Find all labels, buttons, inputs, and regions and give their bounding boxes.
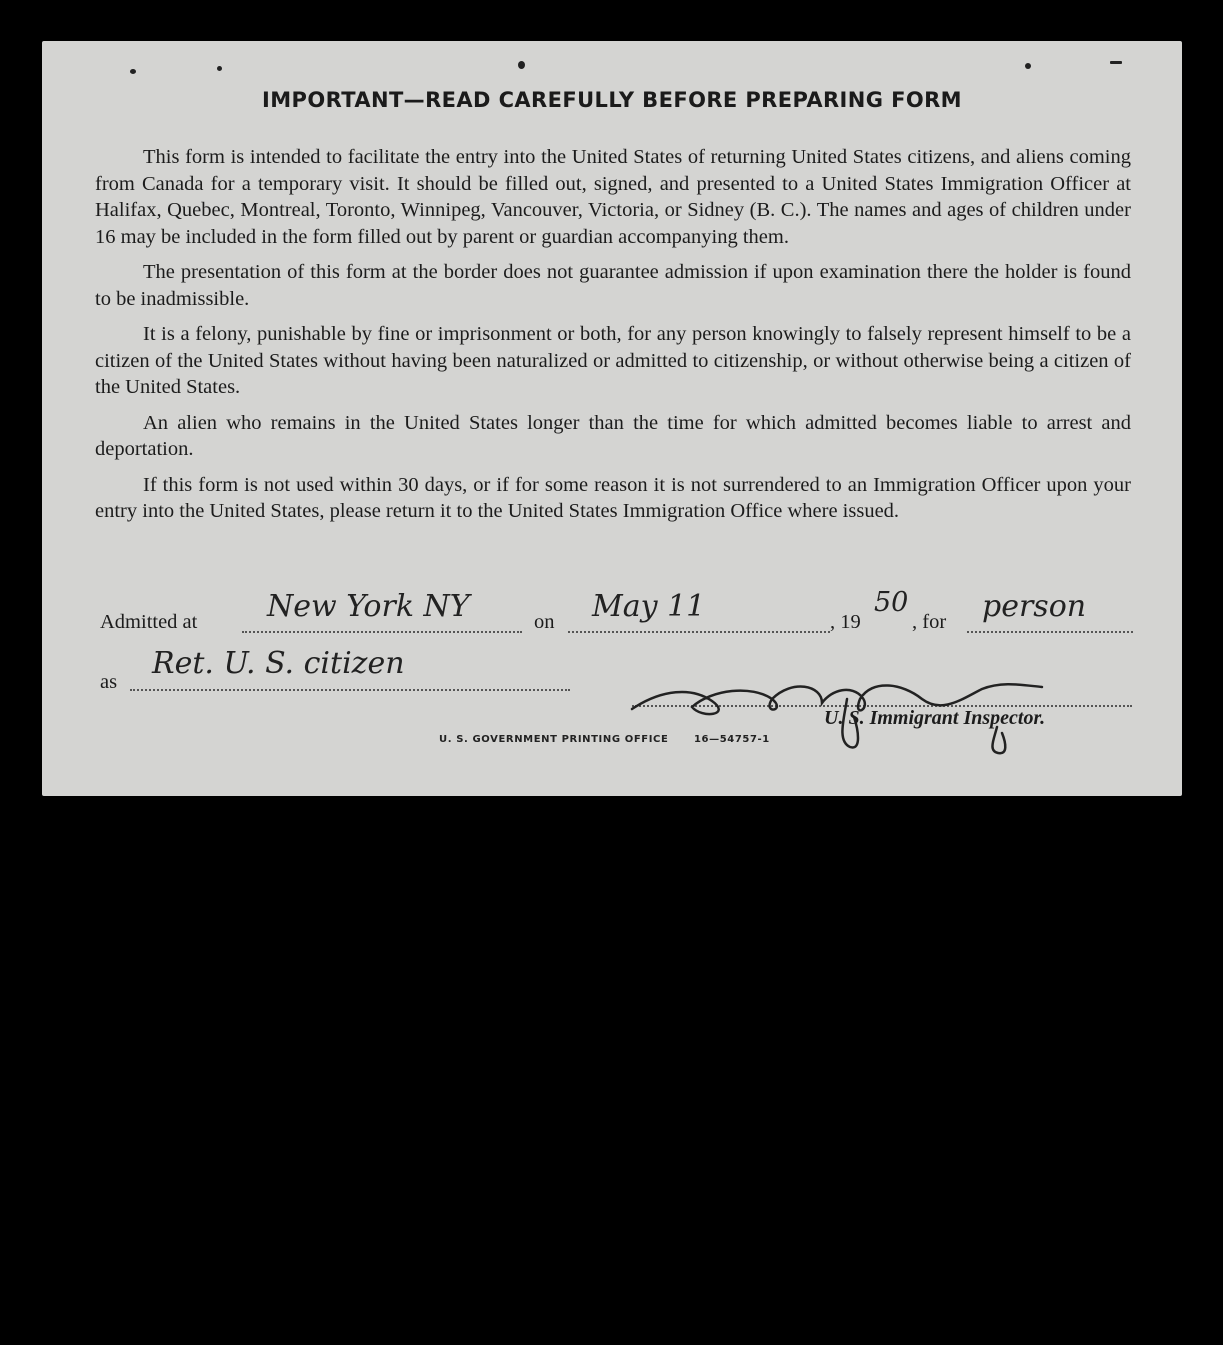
form-number: 16—54757-1 <box>694 734 770 745</box>
ink-speck <box>217 66 222 71</box>
year-value: 50 <box>874 587 909 618</box>
for-value: person <box>982 589 1087 624</box>
as-line <box>130 689 570 691</box>
ink-speck <box>518 61 525 69</box>
printer-imprint: U. S. GOVERNMENT PRINTING OFFICE <box>439 734 669 745</box>
date-line <box>568 631 830 633</box>
ink-speck <box>1110 61 1122 64</box>
date-on-label: on <box>534 611 555 633</box>
for-label: , for <box>912 611 947 633</box>
paragraph-no-guarantee: The presentation of this form at the border does not guarantee admission if upon examination there the holder is found to be inadmissible. <box>95 261 1131 310</box>
admitted-at-line <box>242 631 522 633</box>
as-value: Ret. U. S. citizen <box>152 646 405 681</box>
paragraph-felony-warning: It is a felony, punishable by fine or imprisonment or both, for any person knowingly to falsely represent himself to be a citizen of the United States without having been naturalized or admitted to citizenship, or without otherwise being a citizen of the United States. <box>95 323 1131 398</box>
admitted-at-value: New York NY <box>267 589 470 624</box>
ink-speck <box>1025 63 1031 69</box>
admitted-at-label: Admitted at <box>100 611 198 633</box>
as-label: as <box>100 671 118 693</box>
for-line <box>967 631 1133 633</box>
paragraph-purpose: This form is intended to facilitate the entry into the United States of returning United States citizens, and aliens coming from Canada for a temporary visit. It should be filled out, signed, and presented to a United States Immigration Officer at Halifax, Quebec, Montreal, Toronto, Winnipeg, Vancouver, Victoria, or Sidney (B. C.). The names and ages of children under 16 may be included in the form filled out by parent or guardian accompanying them. <box>95 146 1131 248</box>
form-card <box>42 41 1182 796</box>
instructions-text <box>95 144 1131 534</box>
inspector-title: U. S. Immigrant Inspector. <box>824 707 1046 729</box>
ink-speck <box>130 69 136 74</box>
paragraph-return-form: If this form is not used within 30 days, or if for some reason it is not surrendered to an Immigration Officer upon your entry into the United States, please return it to the United States Immigration Office where issued. <box>95 473 1131 522</box>
date-value: May 11 <box>592 589 706 624</box>
paragraph-deportation: An alien who remains in the United States longer than the time for which admitted becomes liable to arrest and deportation. <box>95 411 1131 460</box>
year-prefix-label: , 19 <box>830 611 861 633</box>
form-title: IMPORTANT—READ CAREFULLY BEFORE PREPARING FORM <box>262 88 962 112</box>
